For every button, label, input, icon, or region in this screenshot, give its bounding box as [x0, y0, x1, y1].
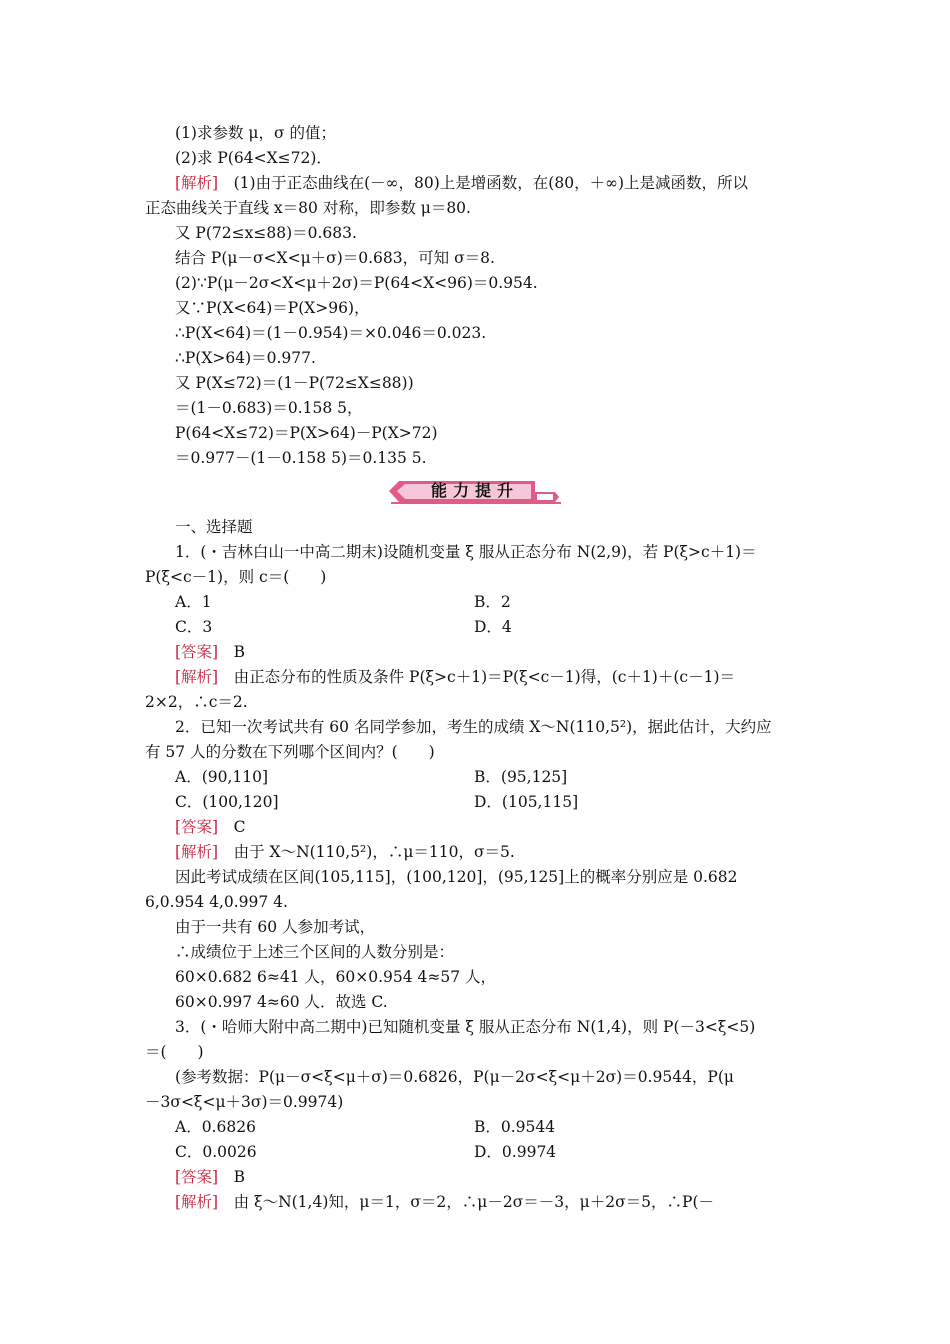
- analysis-tag: [解析]: [175, 174, 219, 192]
- answer-tag: [答案]: [175, 818, 219, 836]
- option-a: A．1: [175, 593, 212, 611]
- answer-line: [175, 641, 245, 663]
- answer-tag: [答案]: [175, 1168, 219, 1186]
- reference-data: －3σ<ξ<μ＋3σ)＝0.9974): [145, 1093, 344, 1111]
- option-b: B．2: [474, 593, 511, 611]
- text-line: ∴P(X>64)＝0.977.: [175, 349, 316, 367]
- option-a: A．(90,110]: [175, 768, 269, 786]
- option-c: C．0.0026: [175, 1143, 257, 1161]
- text-line: (2)求 P(64<X≤72)．: [175, 149, 332, 167]
- section-banner: [385, 478, 565, 506]
- analysis-text: 由于 X～N(110,5²)，∴μ＝110，σ＝5.: [218, 843, 515, 861]
- question-stem: ＝( ): [145, 1043, 204, 1061]
- option-d: D．(105,115]: [474, 793, 579, 811]
- answer-line: [175, 1166, 245, 1188]
- question-stem: 2．已知一次考试共有 60 名同学参加，考生的成绩 X～N(110,5²)，据此估计，大约应: [175, 718, 772, 736]
- option-b: B．(95,125]: [474, 768, 568, 786]
- text-line: 因此考试成绩在区间(105,115]，(100,120]，(95,125]上的概率分别应是 0.682: [175, 868, 738, 886]
- text-line: (2)∵P(μ－2σ<X<μ＋2σ)＝P(64<X<96)＝0.954.: [175, 274, 538, 292]
- text-line: 2×2，∴c＝2.: [145, 693, 248, 711]
- analysis-tag: [解析]: [175, 1193, 219, 1211]
- text-line: 正态曲线关于直线 x＝80 对称，即参数 μ＝80.: [145, 199, 471, 217]
- text-line: ＝0.977－(1－0.158 5)＝0.135 5.: [175, 449, 427, 467]
- text-line: 结合 P(μ－σ<X<μ＋σ)＝0.683，可知 σ＝8.: [175, 249, 495, 267]
- option-c: C．3: [175, 618, 213, 636]
- text-line: 60×0.997 4≈60 人．故选 C.: [175, 993, 388, 1011]
- option-c: C．(100,120]: [175, 793, 279, 811]
- question-stem: 有 57 人的分数在下列哪个区间内？( ): [145, 743, 435, 761]
- option-d: D．0.9974: [474, 1143, 557, 1161]
- answer-value: B: [218, 643, 245, 661]
- text-line: 又 P(X≤72)＝(1－P(72≤X≤88)): [175, 374, 414, 392]
- answer-tag: [答案]: [175, 643, 219, 661]
- text-line: 由于一共有 60 人参加考试，: [175, 918, 376, 936]
- analysis-line: [175, 666, 735, 688]
- banner-label: 能力提升: [430, 481, 519, 500]
- text-line: 6,0.954 4,0.997 4.: [145, 893, 288, 911]
- text-line: ＝(1－0.683)＝0.158 5，: [175, 399, 363, 417]
- analysis-text: (1)由于正态曲线在(－∞，80)上是增函数，在(80，＋∞)上是减函数，所以: [218, 174, 749, 192]
- text-line: P(64<X≤72)＝P(X>64)－P(X>72): [175, 424, 438, 442]
- option-b: B．0.9544: [474, 1118, 556, 1136]
- text-line: (1)求参数 μ，σ 的值；: [175, 124, 336, 142]
- analysis-line: [175, 1191, 714, 1213]
- option-d: D．4: [474, 618, 512, 636]
- text-line: 又∵P(X<64)＝P(X>96)，: [175, 299, 370, 317]
- analysis-line: [175, 172, 748, 194]
- answer-value: B: [218, 1168, 245, 1186]
- text-line: ∴成绩位于上述三个区间的人数分别是：: [175, 943, 455, 961]
- analysis-tag: [解析]: [175, 843, 219, 861]
- analysis-text: 由正态分布的性质及条件 P(ξ>c＋1)＝P(ξ<c－1)得，(c＋1)＋(c－1)＝: [218, 668, 735, 686]
- question-stem: P(ξ<c－1)，则 c＝( ): [145, 568, 327, 586]
- reference-data: (参考数据：P(μ－σ<ξ<μ＋σ)＝0.6826，P(μ－2σ<ξ<μ＋2σ)＝0.9544，P(μ: [175, 1068, 734, 1086]
- analysis-tag: [解析]: [175, 668, 219, 686]
- answer-value: C: [218, 818, 246, 836]
- text-line: ∴P(X<64)＝(1－0.954)＝×0.046＝0.023.: [175, 324, 487, 342]
- section-heading: 一、选择题: [175, 518, 253, 536]
- text-line: 60×0.682 6≈41 人，60×0.954 4≈57 人，: [175, 968, 497, 986]
- analysis-text: 由 ξ～N(1,4)知，μ＝1，σ＝2，∴μ－2σ＝－3，μ＋2σ＝5，∴P(－: [218, 1193, 714, 1211]
- answer-line: [175, 816, 245, 838]
- question-stem: 1．(・吉林白山一中高二期末)设随机变量 ξ 服从正态分布 N(2,9)，若 P(ξ>c＋1)＝: [175, 543, 757, 561]
- analysis-line: [175, 841, 515, 863]
- text-line: 又 P(72≤x≤88)＝0.683.: [175, 224, 357, 242]
- option-a: A．0.6826: [175, 1118, 256, 1136]
- question-stem: 3．(・哈师大附中高二期中)已知随机变量 ξ 服从正态分布 N(1,4)，则 P(－3<ξ<5): [175, 1018, 756, 1036]
